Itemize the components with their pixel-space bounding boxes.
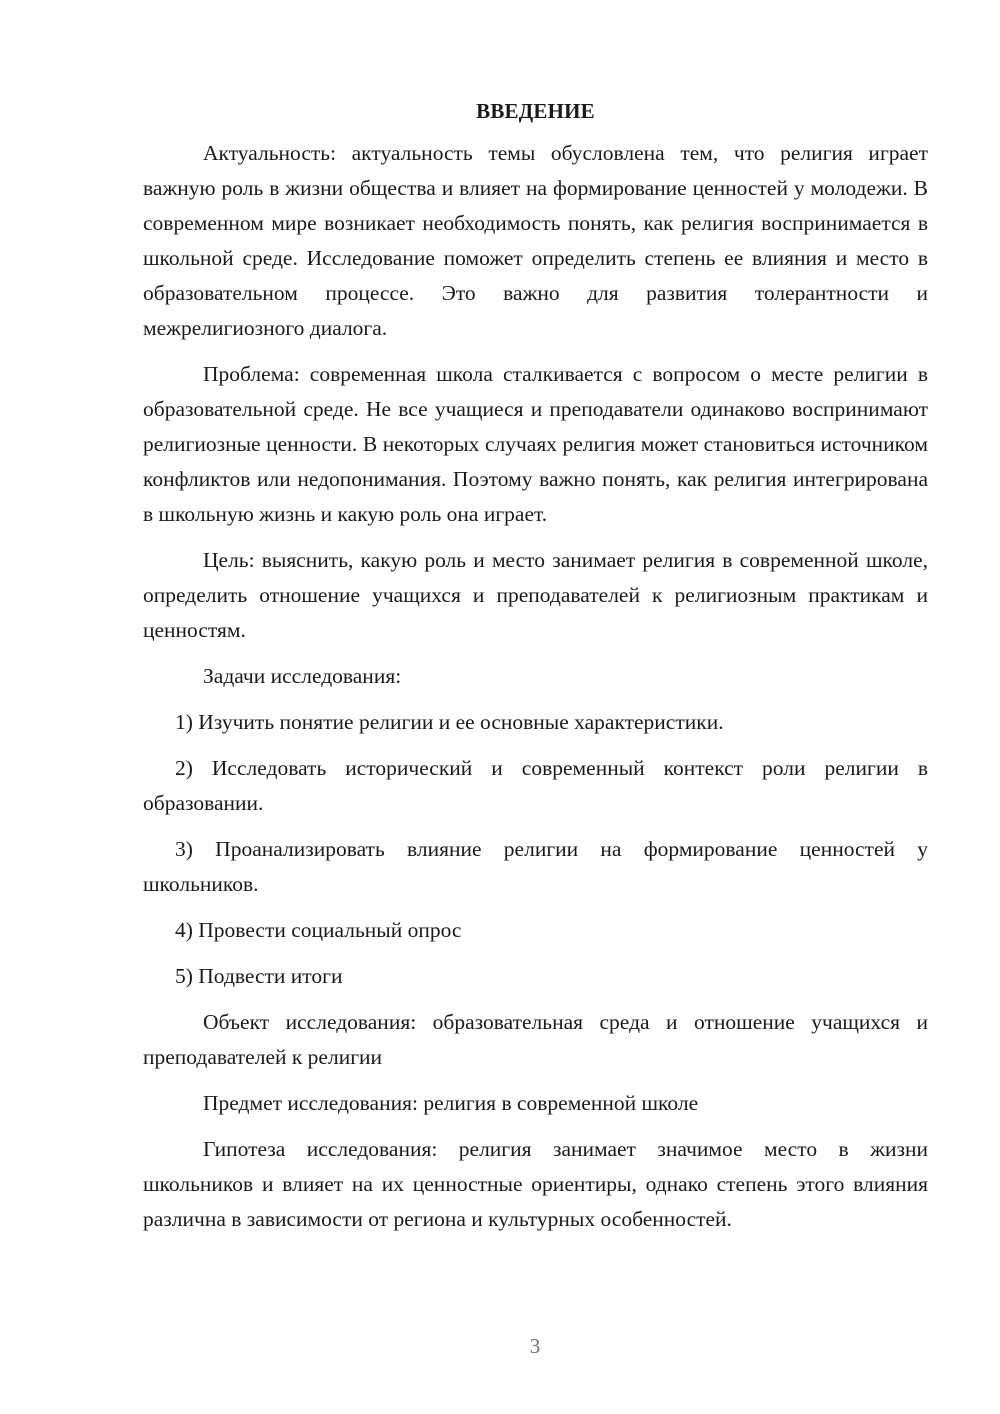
goal-paragraph: Цель: выяснить, какую роль и место занимает религия в современной школе, определить отношение учащихся и преподавателей к религиозным практикам и ценностям. xyxy=(143,548,928,642)
task-item-3: 3) Проанализировать влияние религии на формирование ценностей у школьников. xyxy=(143,837,928,896)
hypothesis-paragraph: Гипотеза исследования: религия занимает значимое место в жизни школьников и влияет на их ценностные ориентиры, однако степень этого влияния различна в зависимости от региона и культурных особенностей. xyxy=(143,1137,928,1231)
page-number: 3 xyxy=(529,1334,541,1358)
research-subject-paragraph: Предмет исследования: религия в современной школе xyxy=(203,1091,699,1115)
task-item-1: 1) Изучить понятие религии и ее основные характеристики. xyxy=(175,710,724,734)
section-title: ВВЕДЕНИЕ xyxy=(476,99,595,123)
page-content xyxy=(143,96,928,1248)
tasks-heading: Задачи исследования: xyxy=(203,664,402,688)
relevance-paragraph: Актуальность: актуальность темы обусловлена тем, что религия играет важную роль в жизни общества и влияет на формирование ценностей у молодежи. В современном мире возникает необходимость понять, как религия воспринимается в школьной среде. Исследование поможет определить степень ее влияния и место в образовательном процессе. Это важно для развития толерантности и межрелигиозного диалога. xyxy=(143,141,928,340)
task-item-4: 4) Провести социальный опрос xyxy=(175,918,462,942)
task-item-2: 2) Исследовать исторический и современный контекст роли религии в образовании. xyxy=(143,756,928,815)
task-item-5: 5) Подвести итоги xyxy=(175,964,343,988)
research-object-paragraph: Объект исследования: образовательная среда и отношение учащихся и преподавателей к религии xyxy=(143,1010,928,1069)
problem-paragraph: Проблема: современная школа сталкивается с вопросом о месте религии в образовательной среде. Не все учащиеся и преподаватели одинаково воспринимают религиозные ценности. В некоторых случаях религия может становиться источником конфликтов или недопонимания. Поэтому важно понять, как религия интегрирована в школьную жизнь и какую роль она играет. xyxy=(143,362,928,526)
